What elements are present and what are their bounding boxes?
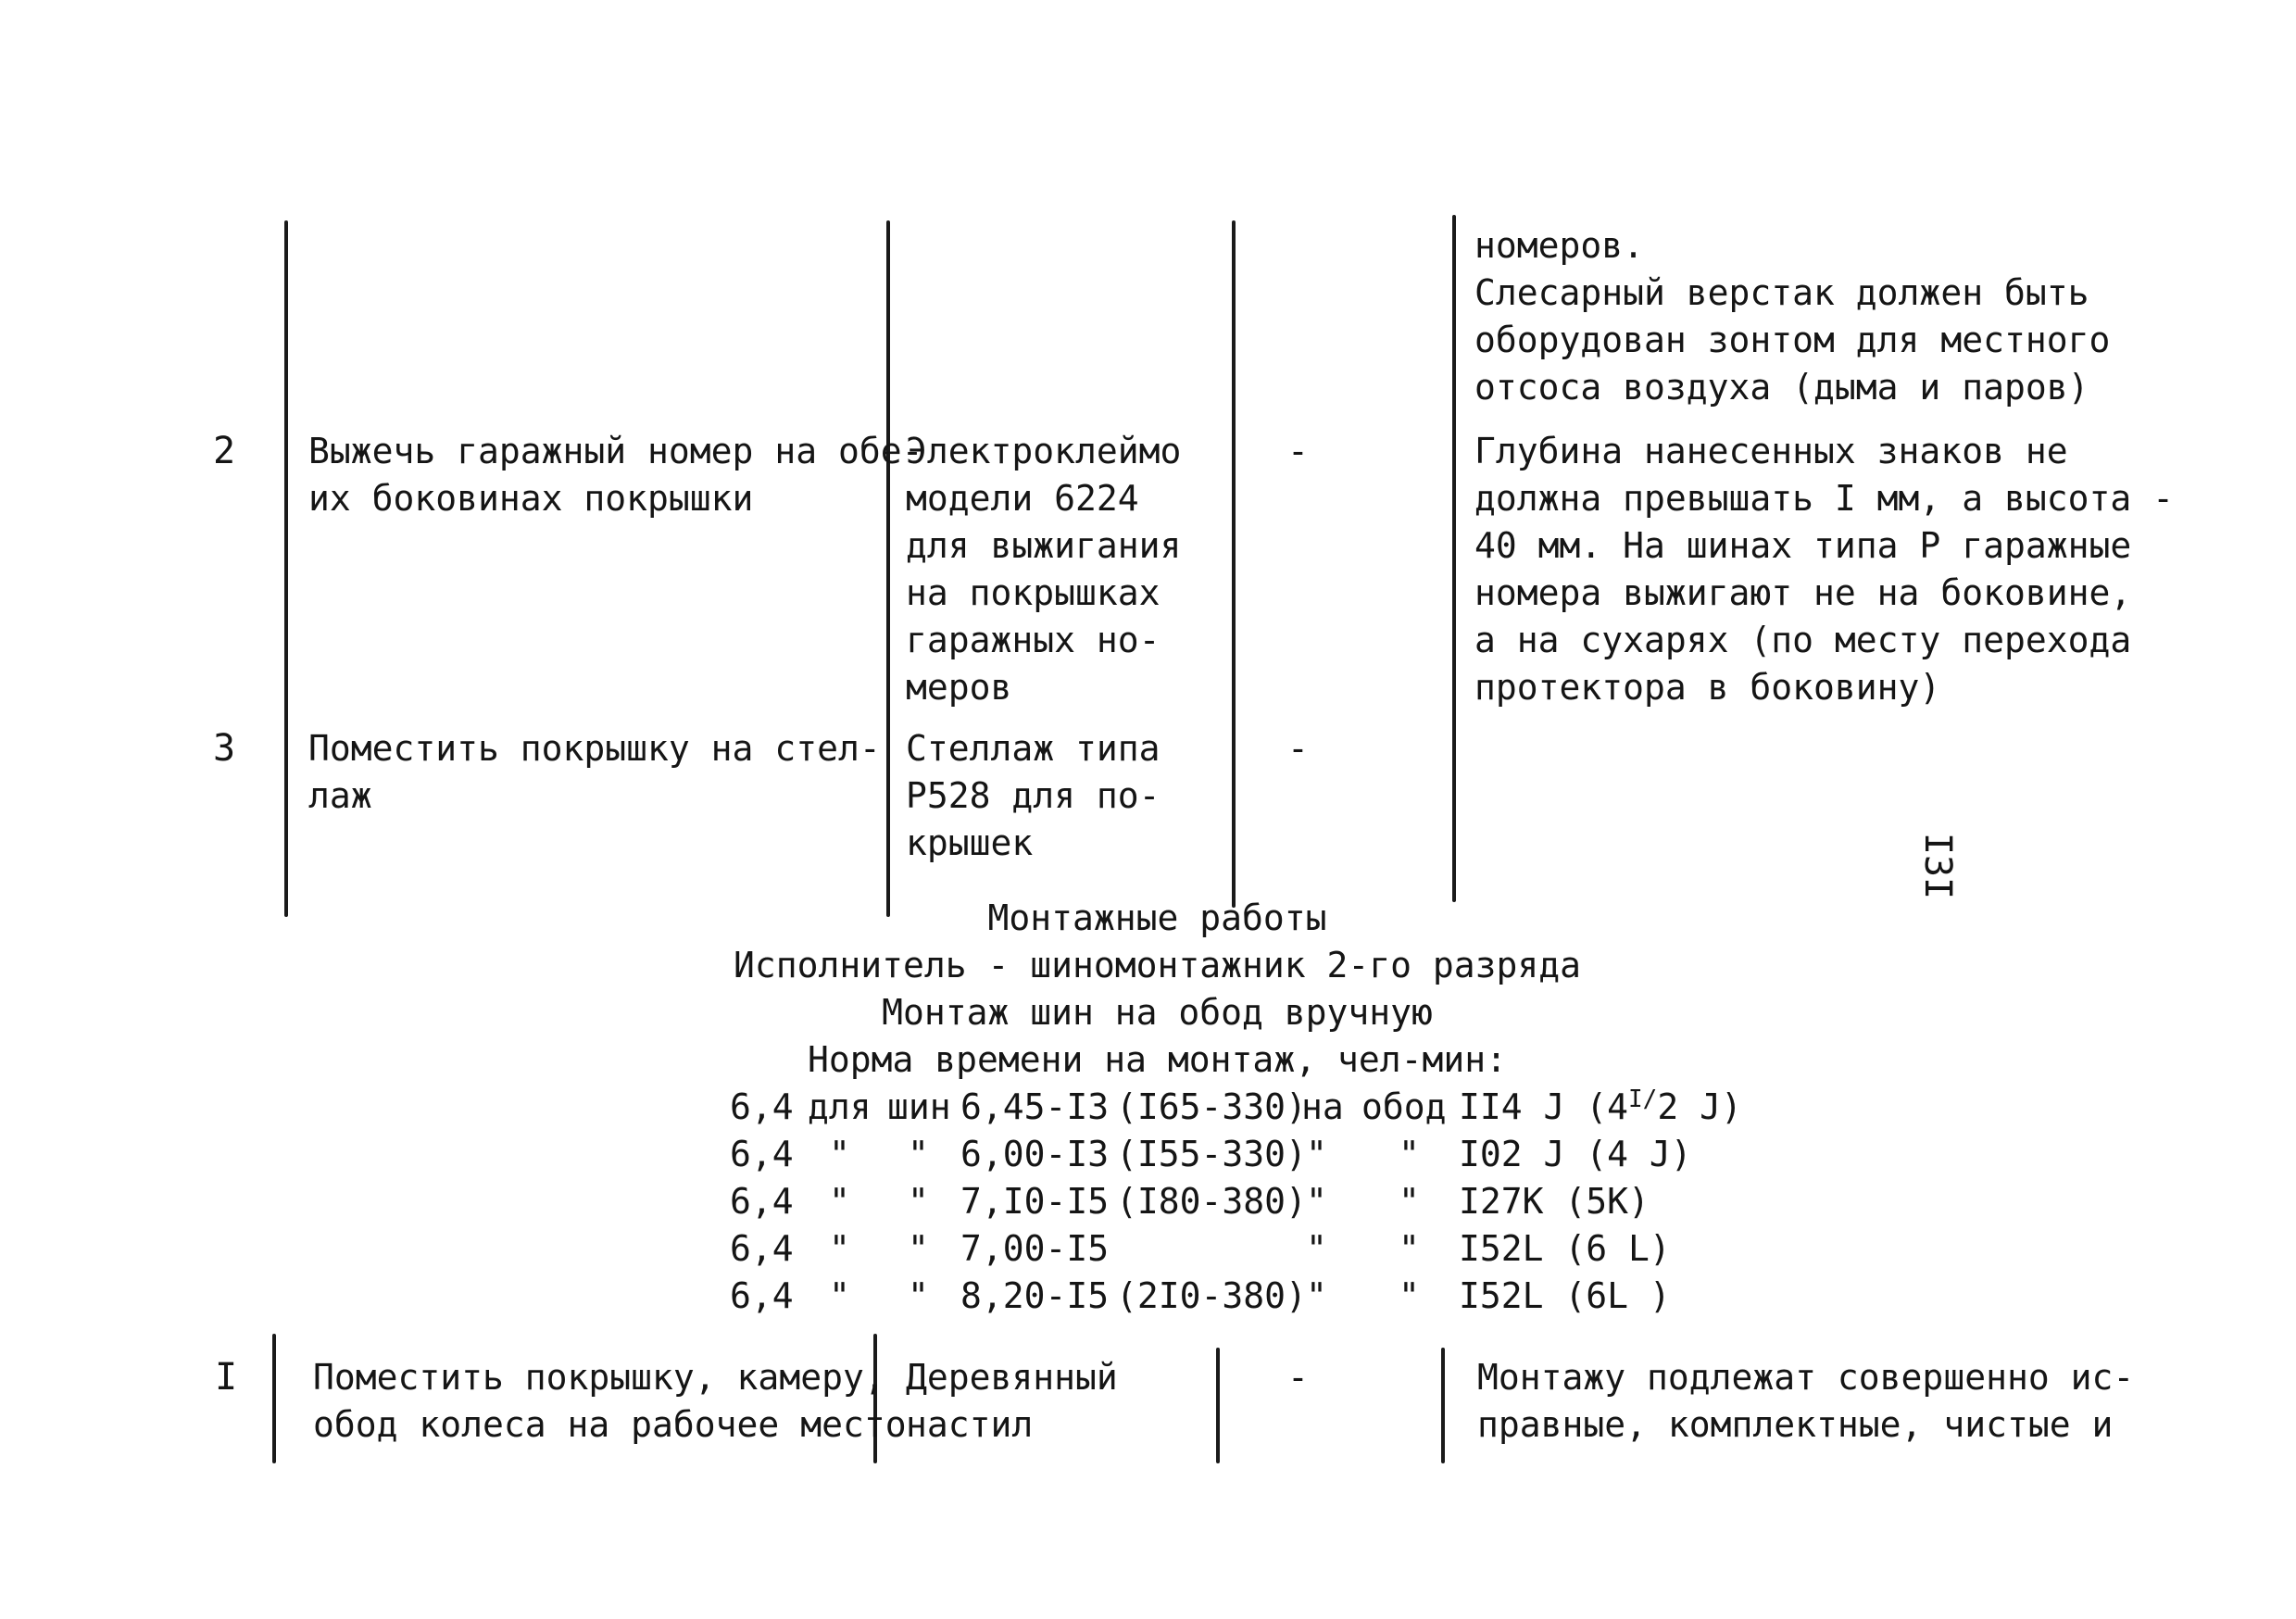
row2-time: -	[1287, 431, 1309, 471]
norm-ditto: "	[829, 1228, 850, 1269]
norm-tyre: 6,45-I3	[960, 1086, 1110, 1127]
norm-ditto: "	[829, 1275, 850, 1316]
norm-rim-end: 2 J)	[1657, 1086, 1742, 1127]
norm-tyre: 7,I0-I5	[960, 1181, 1110, 1222]
norm-alt: (I55-330)	[1116, 1134, 1307, 1174]
row3-time: -	[1287, 728, 1309, 769]
norm-alt: (2I0-380)	[1116, 1275, 1307, 1316]
bottom-divider-1	[272, 1334, 276, 1463]
section-executor: Исполнитель - шиномонтажник 2-го разряда	[733, 945, 1582, 985]
bottom-row1-number: I	[215, 1356, 238, 1399]
bottom-row1-operation: Поместить покрышку, камеру, обод колеса на рабочее место	[313, 1357, 907, 1445]
norm-time: 6,4	[730, 1181, 794, 1222]
section-subtitle: Монтаж шин на обод вручную	[882, 992, 1433, 1033]
norm-ditto: "	[908, 1275, 929, 1316]
norm-ditto: "	[829, 1181, 850, 1222]
norm-ditto: "	[1306, 1228, 1327, 1269]
row3-operation: Поместить покрышку на стел- лаж	[308, 728, 881, 816]
norm-time: 6,4	[730, 1275, 794, 1316]
column-divider-3	[1232, 220, 1236, 908]
norm-alt: (I80-380)	[1116, 1181, 1307, 1222]
norm-rim-word: обод	[1361, 1086, 1447, 1127]
column-divider-4	[1452, 215, 1456, 902]
bottom-divider-3	[1216, 1348, 1220, 1463]
bottom-row1-time: -	[1287, 1357, 1309, 1398]
row0-note: номеров. Слесарный верстак должен быть оборудован зонтом для местного отсоса воздуха (дыма и паров)	[1474, 225, 2111, 408]
norm-ditto: "	[1306, 1275, 1327, 1316]
bottom-row1-equipment: Деревянный настил	[906, 1357, 1118, 1445]
norm-ditto: "	[1399, 1134, 1420, 1174]
norm-rim: I52L (6L )	[1459, 1275, 1671, 1316]
norm-rim: I27K (5K)	[1459, 1181, 1650, 1222]
row3-equipment: Стеллаж типа Р528 для по- крышек	[906, 728, 1161, 863]
norm-rim	[1459, 1084, 1742, 1131]
norm-rim-main: II4 J (4	[1459, 1086, 1629, 1127]
norm-ditto: "	[1306, 1181, 1327, 1222]
norm-ditto: "	[1399, 1228, 1420, 1269]
bottom-divider-4	[1441, 1348, 1445, 1463]
norm-header: Норма времени на монтаж, чел-мин:	[808, 1039, 1507, 1080]
norm-ditto: "	[908, 1134, 929, 1174]
norm-time: 6,4	[730, 1086, 794, 1127]
section-title: Монтажные работы	[987, 897, 1327, 938]
row2-operation: Выжечь гаражный номер на обе- их боковинах покрышки	[308, 431, 923, 519]
column-divider-2	[886, 220, 890, 917]
norm-tyre: 6,00-I3	[960, 1134, 1110, 1174]
norm-rim: I52L (6 L)	[1459, 1228, 1671, 1269]
norm-on: на	[1301, 1086, 1344, 1127]
norm-ditto: "	[1399, 1275, 1420, 1316]
norm-rim: I02 J (4 J)	[1459, 1134, 1692, 1174]
page-number: I3I	[1916, 832, 1959, 900]
norm-ditto: "	[908, 1228, 929, 1269]
norm-for: для	[808, 1086, 872, 1127]
bottom-row1-note: Монтажу подлежат совершенно ис- правные, комплектные, чистые и	[1477, 1357, 2135, 1445]
norm-time: 6,4	[730, 1228, 794, 1269]
norm-ditto: "	[1306, 1134, 1327, 1174]
norm-alt: (I65-330)	[1116, 1086, 1307, 1127]
norm-time: 6,4	[730, 1134, 794, 1174]
norm-tyre: 8,20-I5	[960, 1275, 1110, 1316]
column-divider-1	[284, 220, 288, 917]
norm-ditto: "	[908, 1181, 929, 1222]
norm-ditto: "	[1399, 1181, 1420, 1222]
norm-tyre-word: шин	[887, 1086, 951, 1127]
row2-note: Глубина нанесенных знаков не должна превышать I мм, а высота - 40 мм. На шинах типа Р гаражные номера выжигают не на боковине, а на сухарях (по месту перехода протектора в боковину)	[1474, 431, 2174, 708]
row2-number: 2	[213, 430, 236, 472]
norm-tyre: 7,00-I5	[960, 1228, 1110, 1269]
row3-number: 3	[213, 727, 236, 770]
norm-rim-fraction: I/	[1628, 1086, 1658, 1113]
row2-equipment: Электроклеймо модели 6224 для выжигания на покрышках гаражных но- меров	[906, 431, 1182, 708]
norm-ditto: "	[829, 1134, 850, 1174]
